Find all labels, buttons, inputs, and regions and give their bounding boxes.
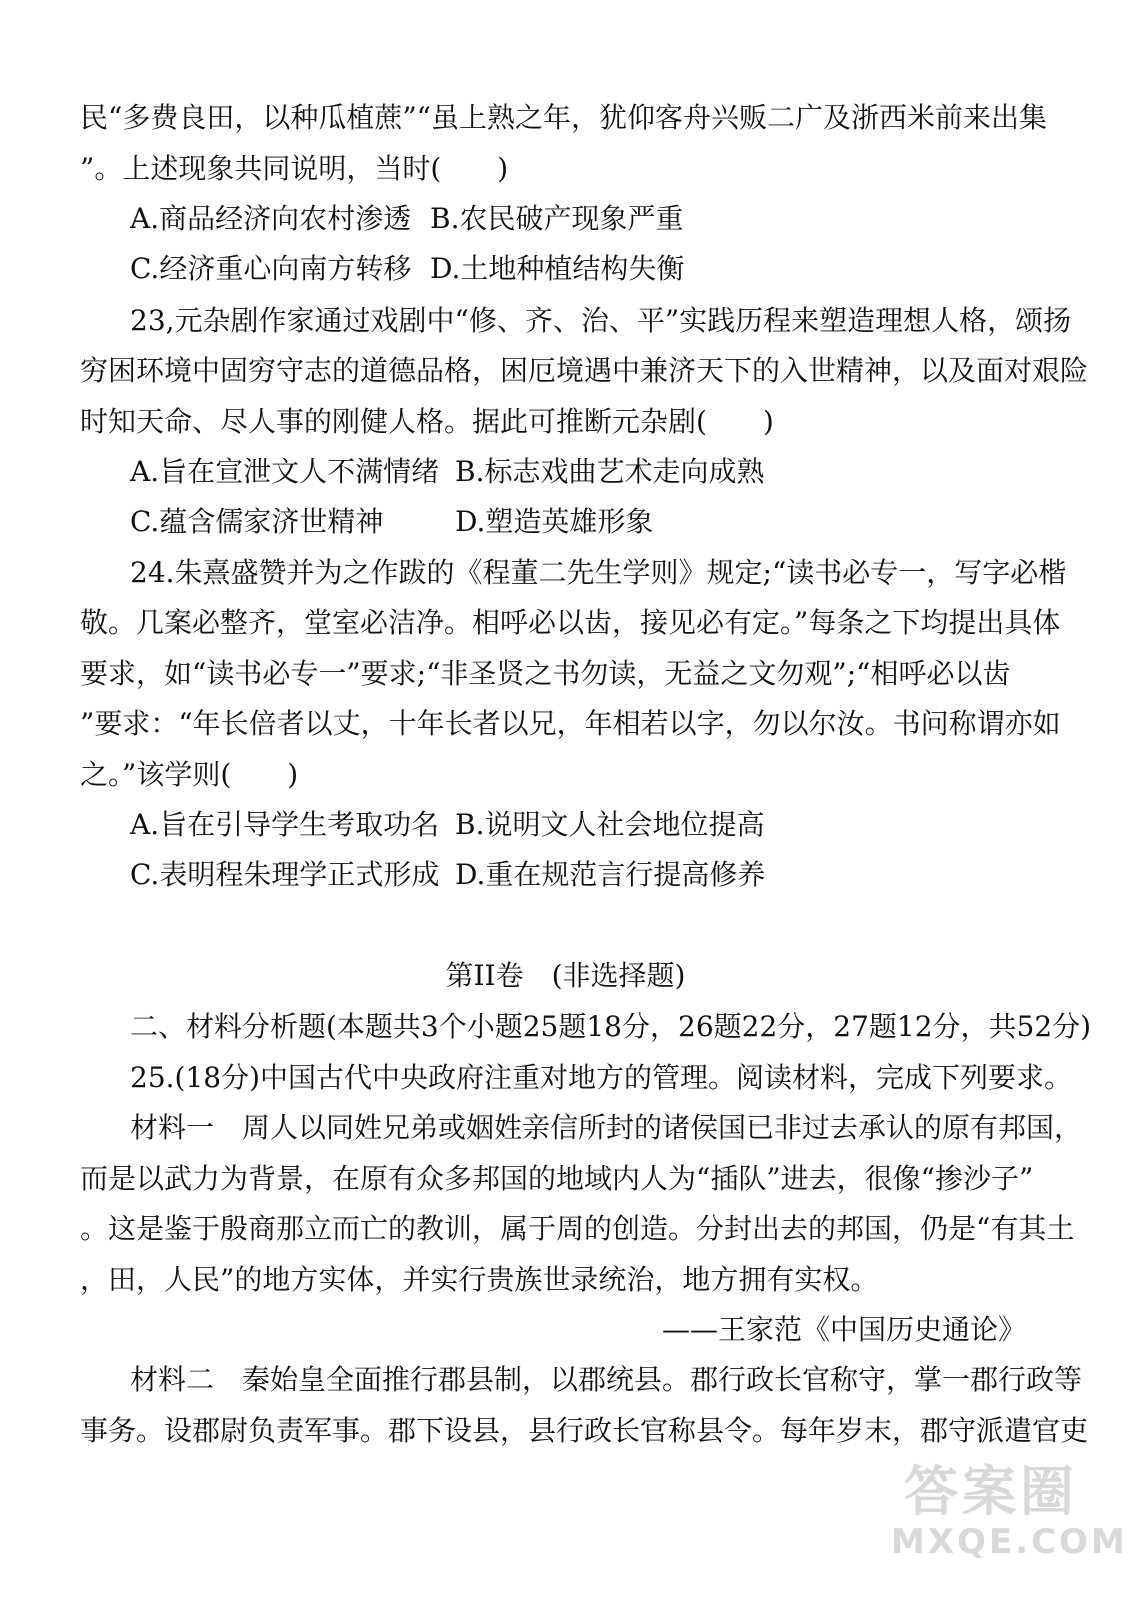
text-line: 民“多费良田，以种瓜植蔗”“虽上熟之年，犹仰客舟兴贩二广及浙西米前来出集 [80, 101, 1047, 134]
watermark-url: MXQE.COM [891, 1522, 1128, 1562]
section-title: 第II卷 (非选择题) [445, 959, 686, 992]
text-line: 。这是鉴于殷商那立而亡的教训，属于周的创造。分封出去的邦国，仍是“有其土 [80, 1212, 1075, 1245]
option-a: A.旨在引导学生考取功名 [130, 808, 440, 841]
option-row [130, 504, 654, 540]
option-b: B.标志戏曲艺术走向成熟 [455, 455, 765, 488]
text-line: 时知天命、尽人事的刚健人格。据此可推断元杂剧( ) [80, 405, 774, 438]
question-stem: 24.朱熹盛赞并为之作跋的《程董二先生学则》规定;“读书必专一，写字必楷 [130, 556, 1067, 589]
option-a: A.商品经济向农村渗透 [130, 202, 412, 235]
text-line: 事务。设郡尉负责军事。郡下设县，县行政长官称县令。每年岁末，郡守派遣官吏 [80, 1414, 1089, 1447]
text-line: 要求，如“读书必专一”要求;“非圣贤之书勿读，无益之文勿观”;“相呼必以齿 [80, 657, 1011, 690]
citation: ——王家范《中国历史通论》 [661, 1313, 1026, 1346]
option-a: A.旨在宣泄文人不满情绪 [130, 455, 440, 488]
option-d: D.重在规范言行提高修养 [455, 858, 766, 891]
option-row [130, 454, 765, 490]
option-c: C.蕴含儒家济世精神 [130, 505, 384, 538]
watermark-logo-text: 答案圈 [904, 1460, 1078, 1523]
option-d: D.塑造英雄形象 [455, 505, 654, 538]
text-line: 之。”该学则( ) [80, 758, 299, 791]
option-row [130, 251, 685, 287]
option-row [130, 807, 765, 843]
text-line: ”。上述现象共同说明，当时( ) [80, 152, 509, 185]
section-heading: 二、材料分析题(本题共3个小题25题18分，26题22分，27题12分，共52分) [130, 1010, 1092, 1043]
option-c: C.表明程朱理学正式形成 [130, 858, 440, 891]
material-one: 材料一 周人以同姓兄弟或姻姓亲信所封的诸侯国已非过去承认的原有邦国， [130, 1111, 1083, 1144]
option-c: C.经济重心向南方转移 [130, 252, 412, 285]
site-watermark [891, 1460, 1128, 1582]
text-line: ，田，人民”的地方实体，并实行贵族世录统治，地方拥有实权。 [80, 1263, 879, 1296]
material-two: 材料二 秦始皇全面推行郡县制，以郡统县。郡行政长官称守，掌一郡行政等 [130, 1363, 1083, 1396]
option-row [130, 201, 684, 237]
option-row [130, 857, 766, 893]
question-stem: 25.(18分)中国古代中央政府注重对地方的管理。阅读材料，完成下列要求。 [130, 1061, 1073, 1094]
option-b: B.农民破产现象严重 [430, 202, 684, 235]
text-line: 穷困环境中固穷守志的道德品格，困厄境遇中兼济天下的入世精神，以及面对艰险 [80, 354, 1089, 387]
option-b: B.说明文人社会地位提高 [455, 808, 765, 841]
question-stem: 23,元杂剧作家通过戏剧中“修、齐、治、平”实践历程来塑造理想人格，颂扬 [130, 304, 1072, 337]
text-line: 敬。几案必整齐，堂室必洁净。相呼必以齿，接见必有定。”每条之下均提出具体 [80, 606, 1061, 639]
text-line: ”要求：“年长倍者以丈，十年长者以兄，年相若以字，勿以尔汝。书问称谓亦如 [80, 707, 1061, 740]
option-d: D.土地种植结构失衡 [430, 252, 685, 285]
text-line: 而是以武力为背景，在原有众多邦国的地域内人为“插队”进去，很像“掺沙子” [80, 1162, 1034, 1195]
